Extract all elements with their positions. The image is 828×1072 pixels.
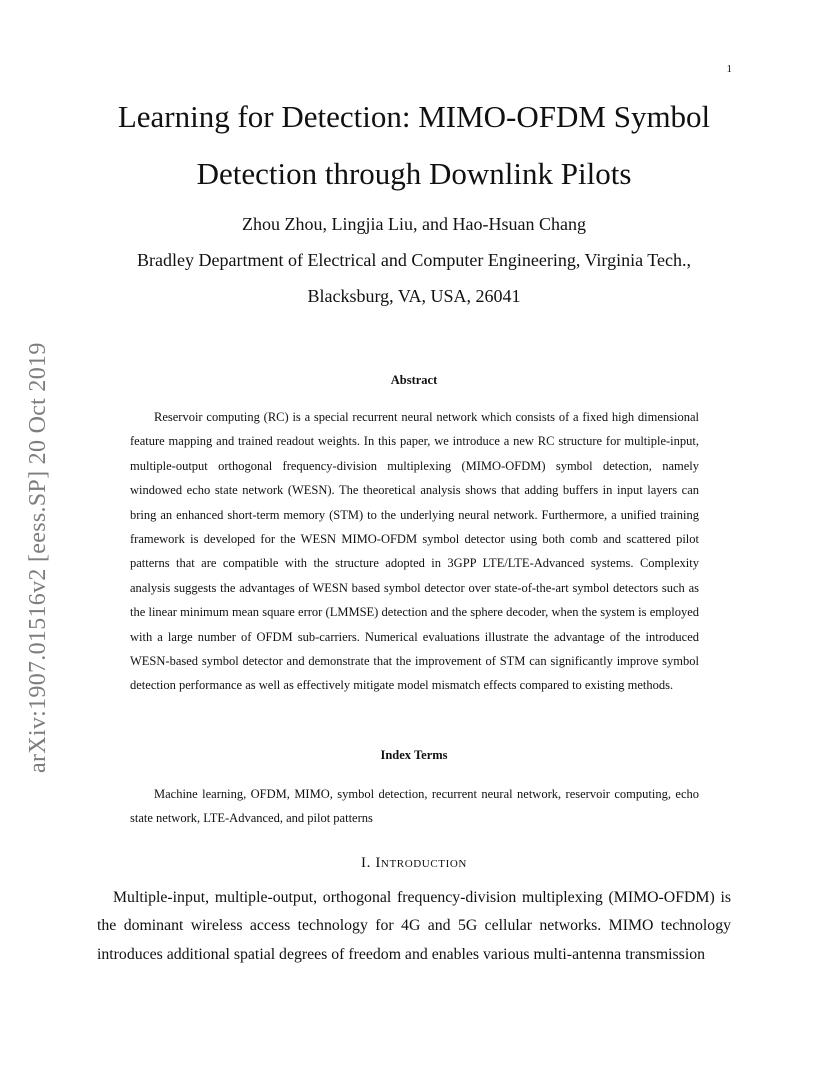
section-heading [60,855,768,872]
affiliation-line-1: Bradley Department of Electrical and Computer Engineering, Virginia Tech., [137,250,691,270]
title-line-1: Learning for Detection: MIMO-OFDM Symbol [117,99,711,134]
section-title: Introduction [375,855,467,871]
index-terms-text: Machine learning, OFDM, MIMO, symbol detection, recurrent neural network, reservoir computing, echo state network, LTE-Advanced, and pilot patterns [130,787,699,825]
title-line-2: Detection through Downlink Pilots [196,156,632,191]
author-names: Zhou Zhou, Lingjia Liu, and Hao-Hsuan Chang [242,214,586,234]
introduction-text: Multiple-input, multiple-output, orthogonal frequency-division multiplexing (MIMO-OFDM) is the dominant wireless access technology for 4G and 5G cellular networks. MIMO technology introduces additional spatial degrees of freedom and enables various multi-antenna transmission [97,889,731,963]
author-block [60,206,768,314]
paper-title [60,88,768,202]
arxiv-identifier: arXiv:1907.01516v2 [eess.SP] 20 Oct 2019 [25,342,51,773]
index-terms-heading: Index Terms [380,748,448,762]
abstract-heading: Abstract [390,373,438,387]
section-number: I. [361,855,371,871]
affiliation-line-2: Blacksburg, VA, USA, 26041 [307,286,521,306]
abstract-text: Reservoir computing (RC) is a special recurrent neural network which consists of a fixed high dimensional feature mapping and trained readout weights. In this paper, we introduce a new RC structure for multiple-input, multiple-output orthogonal frequency-division multiplexing (MIMO-OFDM) symbol detection, namely windowed echo state network (WESN). The theoretical analysis shows that adding buffers in input layers can bring an enhanced short-term memory (STM) to the underlying neural network. Furthermore, a unified training framework is developed for the WESN MIMO-OFDM symbol detector using both comb and scattered pilot patterns that are compatible with the structure adopted in 3GPP LTE/LTE-Advanced systems. Complexity analysis suggests the advantages of WESN based symbol detector over state-of-the-art symbol detectors such as the linear minimum mean square error (LMMSE) detection and the sphere decoder, when the system is employed with a large number of OFDM sub-carriers. Numerical evaluations illustrate the advantage of the introduced WESN-based symbol detector and demonstrate that the improvement of STM can significantly improve symbol detection performance as well as effectively mitigate model mismatch effects compared to existing methods. [130,410,699,693]
page-number: 1 [726,63,732,75]
